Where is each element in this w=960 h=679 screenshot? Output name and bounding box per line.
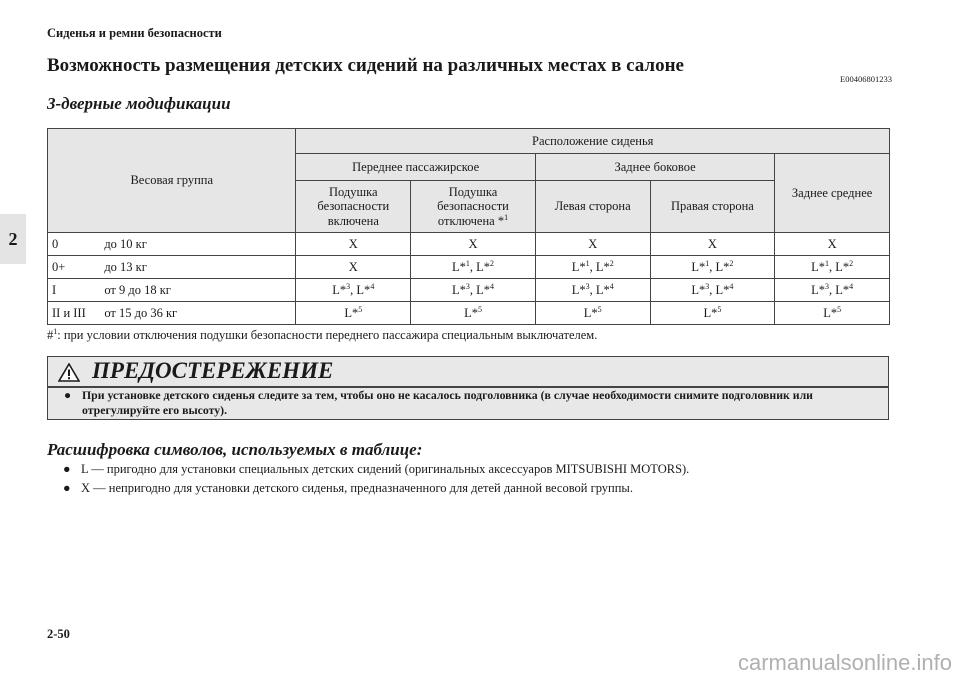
cell-text: L* bbox=[451, 282, 466, 297]
header-rear-side: Заднее боковое bbox=[535, 154, 774, 181]
cell-text: L* bbox=[811, 259, 826, 274]
footnote-ref: 1 bbox=[585, 258, 590, 268]
table-cell bbox=[775, 302, 890, 325]
footnote-ref: 3 bbox=[465, 281, 470, 291]
warning-text bbox=[64, 388, 848, 419]
table-cell bbox=[775, 256, 890, 279]
cell-text: L* bbox=[571, 282, 586, 297]
legend-item bbox=[63, 462, 689, 477]
header-rear-center: Заднее среднее bbox=[775, 154, 890, 233]
group-cell: 0+ bbox=[48, 256, 101, 279]
table-cell bbox=[411, 279, 536, 302]
cell-text: L* bbox=[691, 259, 706, 274]
child-seat-table bbox=[47, 128, 890, 325]
page-number: 2-50 bbox=[47, 627, 70, 641]
header-front-passenger: Переднее пассажирское bbox=[296, 154, 535, 181]
warning-message: При установке детского сиденья следите за тем, чтобы оно не касалось подголовника (в случае необходимости снимите подголовник или отрегулируйте его высоту). bbox=[82, 388, 813, 418]
warning-title: ПРЕДОСТЕРЕЖЕНИЕ bbox=[92, 358, 334, 383]
table-cell bbox=[411, 256, 536, 279]
footnote-ref: 1 bbox=[825, 258, 830, 268]
cell-text: , L* bbox=[709, 282, 730, 297]
group-cell: II и III bbox=[48, 302, 101, 325]
footnote-ref: 4 bbox=[729, 281, 734, 291]
table-cell bbox=[296, 279, 411, 302]
warning-box bbox=[47, 356, 889, 420]
footnote-ref: 2 bbox=[609, 258, 614, 268]
footnote-ref: 2 bbox=[849, 258, 854, 268]
table-cell: X bbox=[296, 233, 411, 256]
table-cell bbox=[296, 302, 411, 325]
cell-text: , L* bbox=[829, 282, 850, 297]
table-cell bbox=[650, 256, 775, 279]
footnote-ref: 5 bbox=[837, 304, 842, 314]
footnote-ref: 3 bbox=[705, 281, 710, 291]
cell-text: , L* bbox=[589, 259, 610, 274]
footnote-ref: 3 bbox=[585, 281, 590, 291]
table-cell bbox=[411, 302, 536, 325]
table-cell bbox=[535, 256, 650, 279]
cell-text: L* bbox=[823, 305, 838, 320]
cell-text: , L* bbox=[829, 259, 850, 274]
airbag-off-label: Подушка безопасности отключена * bbox=[437, 184, 509, 228]
footnote-ref: 1 bbox=[53, 326, 58, 336]
table-cell: X bbox=[296, 256, 411, 279]
cell-text: , L* bbox=[709, 259, 730, 274]
footnote-ref: 4 bbox=[609, 281, 614, 291]
table-cell: X bbox=[775, 233, 890, 256]
table-row bbox=[48, 279, 890, 302]
bullet: ● bbox=[64, 388, 72, 402]
header-left-side: Левая сторона bbox=[535, 181, 650, 233]
table-row bbox=[48, 256, 890, 279]
legend-title: Расшифровка символов, используемых в таблице: bbox=[47, 440, 423, 459]
weight-cell: от 9 до 18 кг bbox=[100, 279, 296, 302]
bullet: ● bbox=[63, 462, 71, 476]
header-seat-location: Расположение сиденья bbox=[296, 129, 890, 154]
legend-item bbox=[63, 481, 633, 496]
cell-text: , L* bbox=[350, 282, 371, 297]
weight-cell: от 15 до 36 кг bbox=[100, 302, 296, 325]
table-row bbox=[48, 302, 890, 325]
footnote-mark: # bbox=[47, 328, 54, 342]
footnote-ref: 1 bbox=[465, 258, 470, 268]
footnote-ref: 5 bbox=[358, 304, 363, 314]
cell-text: L* bbox=[464, 305, 478, 320]
footnote-ref: 5 bbox=[477, 304, 482, 314]
legend-text: X — непригодно для установки детского сиденья, предназначенного для детей данной весовой группы. bbox=[81, 481, 633, 495]
footnote-ref: 3 bbox=[346, 281, 351, 291]
footnote-ref: 1 bbox=[705, 258, 710, 268]
footnote-ref: 3 bbox=[825, 281, 830, 291]
cell-text: , L* bbox=[469, 259, 491, 274]
footnote-ref: 2 bbox=[729, 258, 734, 268]
cell-text: L* bbox=[571, 259, 586, 274]
table-cell bbox=[535, 279, 650, 302]
chapter-tab bbox=[0, 214, 26, 264]
weight-cell: до 13 кг bbox=[100, 256, 296, 279]
footnote-ref: 4 bbox=[370, 281, 375, 291]
legend-text: L — пригодно для установки специальных детских сидений (оригинальных аксессуаров MITSUBISHI MOTORS). bbox=[81, 462, 690, 476]
table-row bbox=[48, 233, 890, 256]
table-cell: X bbox=[411, 233, 536, 256]
header-right-side: Правая сторона bbox=[650, 181, 775, 233]
footnote-ref: 5 bbox=[597, 304, 602, 314]
table-cell: X bbox=[650, 233, 775, 256]
cell-text: L* bbox=[332, 282, 347, 297]
group-cell: 0 bbox=[48, 233, 101, 256]
watermark: carmanualsonline.info bbox=[737, 650, 952, 675]
chapter-number: 2 bbox=[8, 228, 18, 249]
table-cell: X bbox=[535, 233, 650, 256]
subtitle: 3-дверные модификации bbox=[47, 94, 231, 113]
cell-text: , L* bbox=[469, 282, 491, 297]
weight-cell: до 10 кг bbox=[100, 233, 296, 256]
cell-text: , L* bbox=[589, 282, 610, 297]
table-cell bbox=[775, 279, 890, 302]
footnote-ref: 2 bbox=[490, 258, 495, 268]
cell-text: L* bbox=[583, 305, 598, 320]
footnote-ref: 4 bbox=[849, 281, 854, 291]
cell-text: L* bbox=[451, 259, 466, 274]
group-cell: I bbox=[48, 279, 101, 302]
footnote-ref: 4 bbox=[490, 281, 495, 291]
table-cell bbox=[650, 279, 775, 302]
cell-text: L* bbox=[703, 305, 718, 320]
footnote-text: : при условии отключения подушки безопасности переднего пассажира специальным выключателем. bbox=[57, 328, 598, 342]
header-weight-group: Весовая группа bbox=[48, 129, 296, 233]
bullet: ● bbox=[63, 481, 71, 495]
cell-text: L* bbox=[344, 305, 359, 320]
cell-text: L* bbox=[691, 282, 706, 297]
table-footnote bbox=[47, 328, 597, 343]
table-cell bbox=[650, 302, 775, 325]
warning-header bbox=[48, 357, 888, 388]
document-code: E00406801233 bbox=[840, 74, 892, 84]
header-airbag-on: Подушка безопасности включена bbox=[296, 181, 411, 233]
footnote-ref: 1 bbox=[504, 212, 509, 222]
page-title: Возможность размещения детских сидений на различных местах в салоне bbox=[47, 55, 684, 76]
footnote-ref: 5 bbox=[717, 304, 722, 314]
header-airbag-off bbox=[411, 181, 536, 233]
section-header: Сиденья и ремни безопасности bbox=[47, 26, 222, 40]
cell-text: L* bbox=[811, 282, 826, 297]
table-cell bbox=[535, 302, 650, 325]
warning-triangle-icon bbox=[58, 363, 80, 382]
